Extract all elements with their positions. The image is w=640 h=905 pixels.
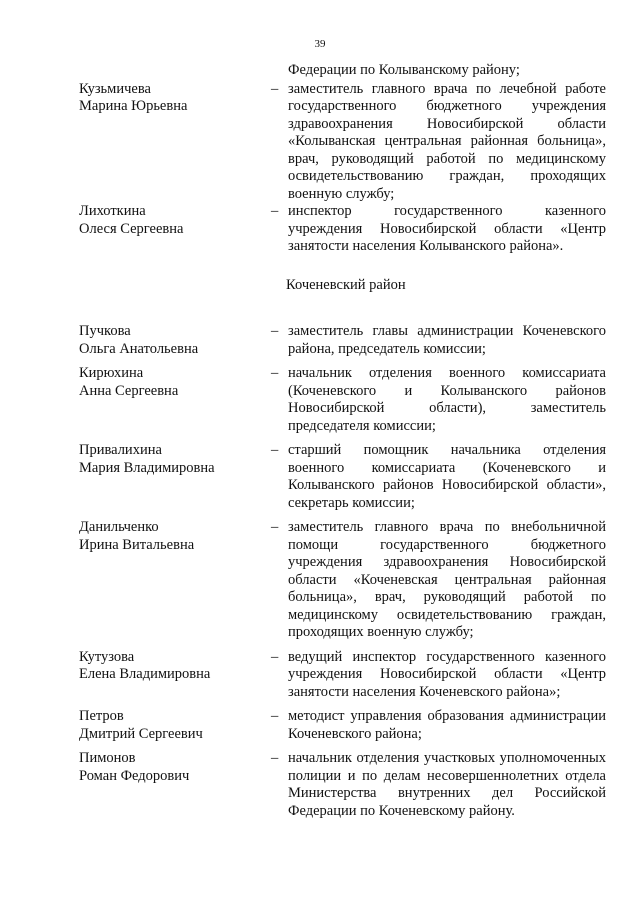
member-name (79, 750, 264, 785)
member-surname: Лихоткина (79, 203, 146, 219)
dash-separator: – (271, 519, 279, 535)
dash-separator: – (271, 365, 279, 381)
member-given-name: Роман Федорович (79, 767, 190, 784)
dash-separator: – (271, 203, 279, 219)
continuation-text: Федерации по Колыванскому району; (288, 62, 520, 78)
member-surname: Кузьмичева (79, 80, 151, 97)
member-surname: Кирюхина (79, 365, 144, 381)
member-name (79, 323, 264, 358)
member-role: заместитель главного врача по лечебной работе государственного бюджетного учреждения здравоохранения Новосибирской области «Колыванская центральная районная больница», врач, руководящий работой по медицинскому освидетельствованию граждан, проходящих военную службу; (288, 80, 606, 202)
member-surname: Кутузова (79, 648, 135, 665)
member-name (79, 519, 264, 554)
member-entry (0, 81, 640, 204)
member-surname: Данильченко (79, 519, 159, 535)
member-name (79, 442, 264, 477)
dash-separator: – (271, 323, 279, 339)
member-given-name: Олеся Сергеевна (79, 220, 184, 237)
member-entry (0, 519, 640, 642)
dash-separator: – (271, 80, 279, 97)
member-role: старший помощник начальника отделения военного комиссариата (Коченевского и Колыванского районов Новосибирской области», секретарь комиссии; (288, 442, 606, 511)
member-role: заместитель главного врача по внебольничной помощи государственного бюджетного учреждения здравоохранения Новосибирской области «Коченевская центральная районная больница», врач, руководящий работой по медицинскому освидетельствованию граждан, проходящих военную службу; (288, 519, 606, 640)
member-role: инспектор государственного казенного учреждения Новосибирской области «Центр занятости населения Колыванского района». (288, 203, 606, 254)
member-given-name: Анна Сергеевна (79, 382, 179, 399)
dash-separator: – (271, 708, 279, 724)
member-entry (0, 442, 640, 512)
page-number: 39 (314, 38, 326, 50)
member-name (79, 203, 264, 238)
member-surname: Пучкова (79, 323, 131, 339)
member-surname: Привалихина (79, 442, 162, 458)
member-surname: Пимонов (79, 750, 136, 766)
dash-separator: – (271, 750, 279, 766)
member-given-name: Дмитрий Сергеевич (79, 725, 203, 742)
member-entry (0, 649, 640, 702)
commission-list (0, 62, 640, 820)
member-role: заместитель главы администрации Коченевского района, председатель комиссии; (288, 323, 606, 357)
member-given-name: Марина Юрьевна (79, 98, 188, 114)
member-entry (0, 203, 640, 256)
member-given-name: Елена Владимировна (79, 666, 211, 682)
dash-separator: – (271, 648, 279, 665)
member-role: методист управления образования администрации Коченевского района; (288, 708, 606, 742)
member-entry (0, 323, 640, 358)
member-role: ведущий инспектор государственного казенного учреждения Новосибирской области «Центр занятости населения Коченевского района»; (288, 648, 606, 700)
dash-separator: – (271, 442, 279, 458)
member-name (79, 708, 264, 743)
member-entry (0, 708, 640, 743)
member-surname: Петров (79, 708, 124, 724)
member-role: начальник отделения участковых уполномоченных полиции и по делам несовершеннолетних отдела Министерства внутренних дел Российской Федерации по Коченевскому району. (288, 750, 606, 819)
member-given-name: Ольга Анатольевна (79, 340, 199, 357)
member-name (79, 365, 264, 400)
member-name (79, 649, 264, 684)
member-entry (0, 365, 640, 435)
member-name (79, 81, 264, 116)
member-entry (0, 750, 640, 820)
member-role: начальник отделения военного комиссариата (Коченевского и Колыванского районов Новосибирской области), заместитель председателя комиссии; (288, 365, 606, 434)
member-given-name: Мария Владимировна (79, 459, 215, 476)
section-title: Коченевский район (286, 276, 406, 293)
member-given-name: Ирина Витальевна (79, 536, 195, 553)
